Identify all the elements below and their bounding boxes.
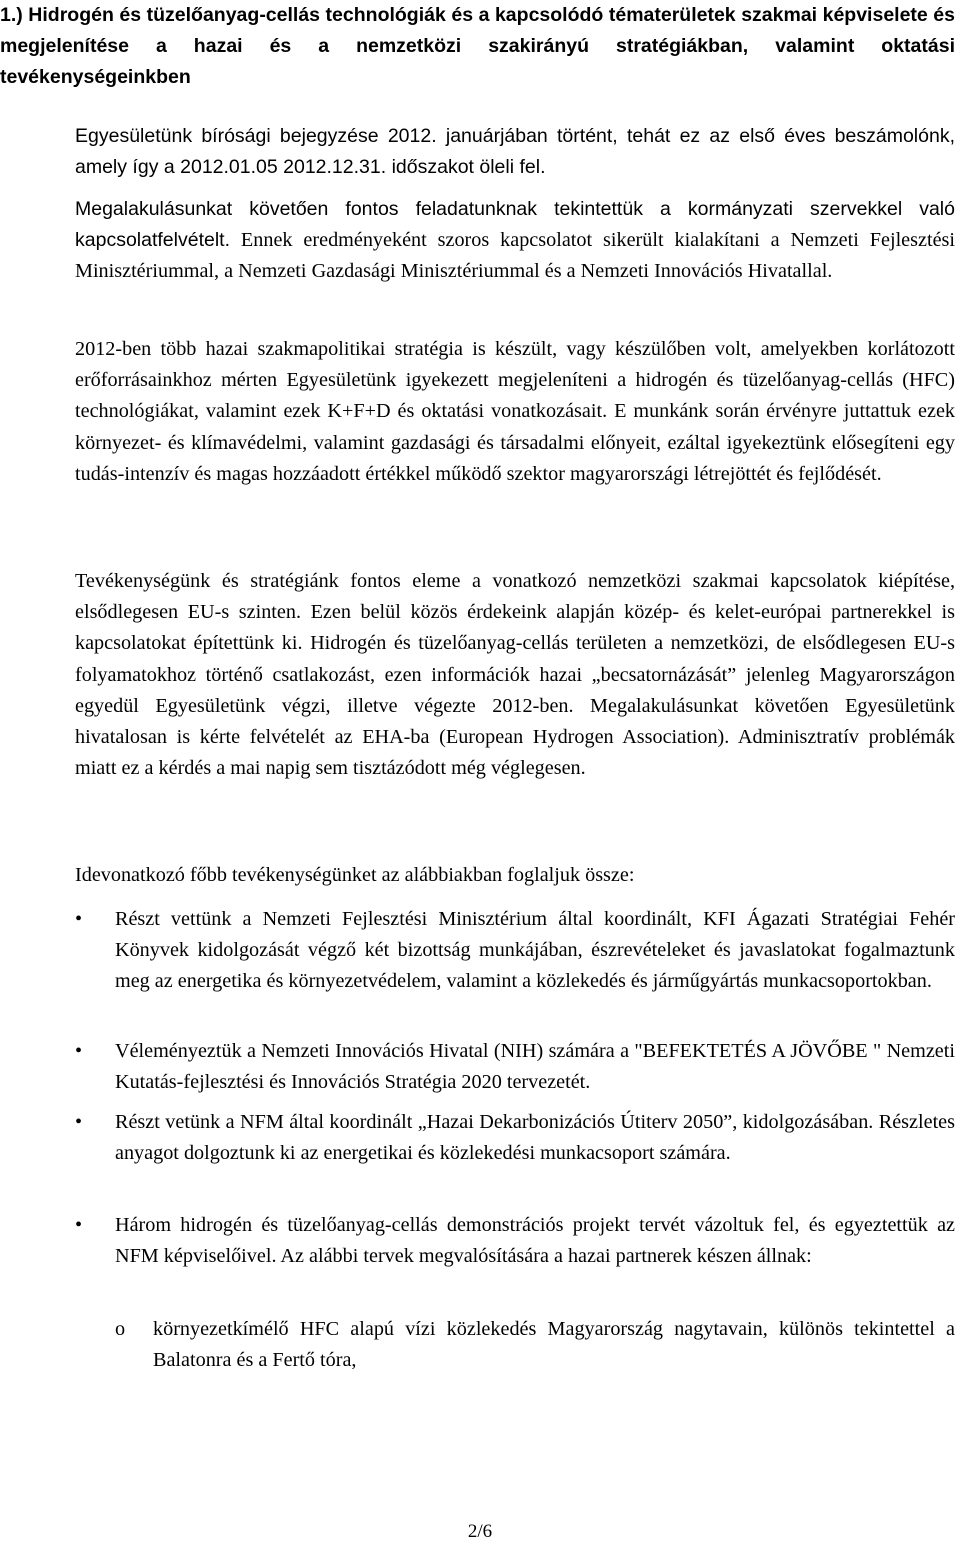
list-item-text: Részt vetünk a NFM által koordinált „Hazai Dekarbonizációs Útiterv 2050”, kidolgozásában. Részletes anyagot dolgoztunk ki az energetikai és közlekedési munkacsoport számára. xyxy=(115,1111,955,1165)
sub-list-item xyxy=(115,1314,955,1376)
list-item xyxy=(75,904,955,998)
paragraph-government-contacts-lead: Megalakulásunkat követően fontos feladatunknak tekintettük a kormányzati szervekkel való kapcsolatfelvételt. xyxy=(75,198,955,252)
bullet-marker: • xyxy=(75,908,83,930)
list-item xyxy=(75,1210,955,1272)
bullet-marker: • xyxy=(75,1214,83,1236)
bullet-marker: • xyxy=(75,1040,83,1062)
list-item xyxy=(75,1107,955,1169)
paragraph-registration: Egyesületünk bírósági bejegyzése 2012. januárjában történt, tehát ez az első éves beszámolónk, amely így a 2012.01.05 2012.12.31. időszakot öleli fel. xyxy=(75,125,955,179)
paragraph-activities-intro: Idevonatkozó főbb tevékenységünket az alábbiakban foglaljuk össze: xyxy=(75,864,635,886)
sub-bullet-marker: o xyxy=(115,1318,126,1340)
list-item-text: Részt vettünk a Nemzeti Fejlesztési Minisztérium által koordinált, KFI Ágazati Stratégiai Fehér Könyvek kidolgozását végző két bizottság munkájában, észrevételeket és javaslatokat fogalmaztunk meg az energetika és környezetvédelem, valamint a közlekedés és járműgyártás munkacsoportokban. xyxy=(115,908,955,993)
paragraph-strategies: 2012-ben több hazai szakmapolitikai stratégia is készült, vagy készülőben volt, amelyekben korlátozott erőforrásainkhoz mérten Egyesületünk igyekezett megjeleníteni a hidrogén és tüzelőanyag-cellás (HFC) technológiákat, valamint ezek K+F+D és oktatási vonatkozásait. E munkánk során érvényre juttattuk ezek környezet- és klímavédelmi, valamint gazdasági és társadalmi előnyeit, ezáltal igyekeztünk elősegíteni egy tudás-intenzív és magas hozzáadott értékkel működő szektor magyarországi létrejöttét és fejlődését. xyxy=(75,338,955,485)
section-heading: 1.) Hidrogén és tüzelőanyag-cellás technológiák és a kapcsolódó tématerületek szakmai képviselete és megjelenítése a hazai és a nemzetközi szakirányú stratégiákban, valamint oktatási tevékenységeinkben xyxy=(0,4,955,88)
list-item-text: Véleményeztük a Nemzeti Innovációs Hivatal (NIH) számára a "BEFEKTETÉS A JÖVŐBE " Nemzeti Kutatás-fejlesztési és Innovációs Stratégia 2020 tervezetét. xyxy=(115,1040,955,1094)
paragraph-international: Tevékenységünk és stratégiánk fontos eleme a vonatkozó nemzetközi szakmai kapcsolatok kiépítése, elsődlegesen EU-s szinten. Ezen belül közös érdekeink alapján közép- és kelet-európai partnerekkel is kapcsolatokat építettünk ki. Hidrogén és tüzelőanyag-cellás területen a nemzetközi, de elsődlegesen EU-s folyamatokhoz történő csatlakozást, ezen információk hazai „becsatornázását” jelenleg Magyarországon egyedül Egyesületünk végzi, illetve végezte 2012-ben. Megalakulásunkat követően Egyesületünk hivatalosan is kérte felvételét az EHA-ba (European Hydrogen Association). Adminisztratív problémák miatt ez a kérdés a mai napig sem tisztázódott még véglegesen. xyxy=(75,570,955,780)
page-number: 2/6 xyxy=(467,1521,493,1542)
paragraph-government-contacts-rest: Ennek eredményeként szoros kapcsolatot sikerült kialakítani a Nemzeti Fejlesztési Minisztériummal, a Nemzeti Gazdasági Minisztériummal és a Nemzeti Innovációs Hivatallal. xyxy=(75,229,955,283)
list-item-text: Három hidrogén és tüzelőanyag-cellás demonstrációs projekt tervét vázoltuk fel, és egyeztettük az NFM képviselőivel. Az alábbi tervek megvalósítására a hazai partnerek készen állnak: xyxy=(115,1214,955,1268)
paragraph-government-contacts xyxy=(75,194,955,288)
bullet-marker: • xyxy=(75,1111,83,1133)
list-item xyxy=(75,1036,955,1098)
sub-list-item-text: környezetkímélő HFC alapú vízi közlekedés Magyarország nagytavain, különös tekintettel a Balatonra és a Fertő tóra, xyxy=(153,1318,955,1372)
